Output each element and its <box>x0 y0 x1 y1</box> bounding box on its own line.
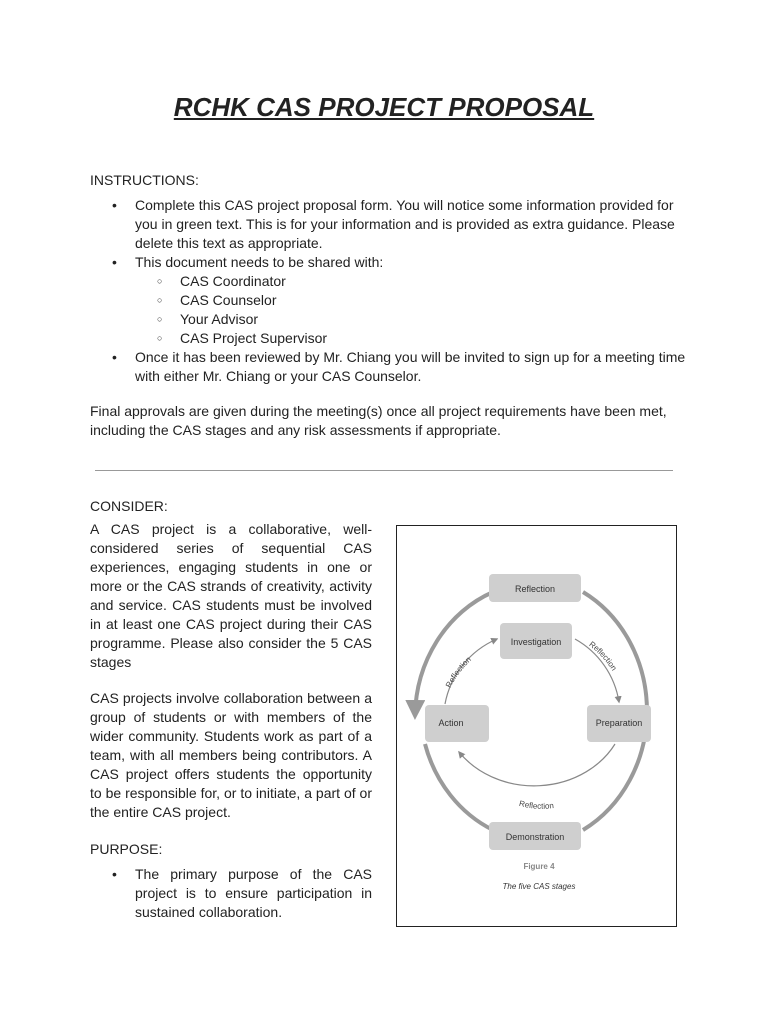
instruction-bullet-2-text: • This document needs to be shared with: <box>135 254 384 270</box>
stage-label-action: Action <box>438 718 464 728</box>
consider-heading: CONSIDER: <box>90 498 168 514</box>
instructions-heading: INSTRUCTIONS: <box>90 172 199 188</box>
arrow-label-left <box>444 655 473 689</box>
outer-cycle-arc <box>425 744 493 830</box>
consider-paragraph-2: CAS projects involve collaboration between a group of students or with members of the wider community. Students work as part of a team, with all members being contributors. A CAS project offers students the opportunity to be responsible for, or to initiate, a part of or the entire CAS project. <box>90 690 372 820</box>
instruction-bullet-1-line-2: you in green text. This is for your information and is provided as extra guidance. Please <box>135 216 675 232</box>
instruction-bullet-1-line-3: delete this text as appropriate. <box>135 235 323 251</box>
arrow-label-right-text: Reflection <box>587 639 619 673</box>
consider-paragraph-1: A CAS project is a collaborative, well-considered series of sequential CAS experiences, engaging students in one or more or the CAS strands of creativity, activity and service. CAS students must be involved in at least one CAS project during their CAS programme. Please also consider the 5 CAS stages <box>90 521 372 670</box>
share-with-item: ○ Your Advisor <box>90 310 690 329</box>
purpose-heading: PURPOSE: <box>90 841 163 857</box>
instruction-bullet-3-line-1: • Once it has been reviewed by Mr. Chiang you will be invited to sign up for a meeting time <box>135 349 686 365</box>
page-title: RCHK CAS PROJECT PROPOSAL <box>173 92 595 122</box>
share-with-item: ○ CAS Coordinator <box>90 272 690 291</box>
figure-caption: The five CAS stages <box>502 882 576 891</box>
share-with-item: ○ CAS Project Supervisor <box>90 329 690 348</box>
cas-stages-figure <box>396 525 677 927</box>
figure-number: Figure 4 <box>523 862 555 871</box>
outer-cycle-arc <box>415 592 493 716</box>
stage-label-investigation: Investigation <box>510 637 562 647</box>
final-approvals-paragraph <box>90 402 690 440</box>
instruction-bullet-3-line-2: with either Mr. Chiang or your CAS Counselor. <box>135 368 422 384</box>
purpose-list <box>90 865 372 922</box>
arrow-label-left-text: Reflection <box>443 654 473 690</box>
purpose-bullet: • The primary purpose of the CAS project is to ensure participation in sustained collaboration. <box>90 865 372 922</box>
share-with-list <box>90 272 690 348</box>
instruction-bullet-1 <box>90 196 690 253</box>
final-approvals-line-1: Final approvals are given during the meeting(s) once all project requirements have been met, <box>90 403 667 419</box>
horizontal-divider <box>95 470 673 471</box>
share-with-item: ○ CAS Counselor <box>90 291 690 310</box>
inner-arrow <box>459 744 615 786</box>
instruction-bullet-2 <box>90 253 690 272</box>
arrow-label-bottom-text: Reflection <box>518 798 555 811</box>
arrow-label-bottom <box>518 799 554 811</box>
cas-stages-diagram <box>397 526 678 928</box>
instructions-list <box>90 196 690 386</box>
stage-label-preparation: Preparation <box>595 718 643 728</box>
final-approvals-line-2: including the CAS stages and any risk assessments if appropriate. <box>90 422 501 438</box>
instruction-bullet-3 <box>90 348 690 386</box>
arrow-label-right <box>587 640 618 673</box>
instruction-bullet-1-line-1: • Complete this CAS project proposal form. You will notice some information provided for <box>135 197 674 213</box>
stage-label-demonstration: Demonstration <box>505 832 565 842</box>
stage-label-reflection: Reflection <box>514 584 556 594</box>
